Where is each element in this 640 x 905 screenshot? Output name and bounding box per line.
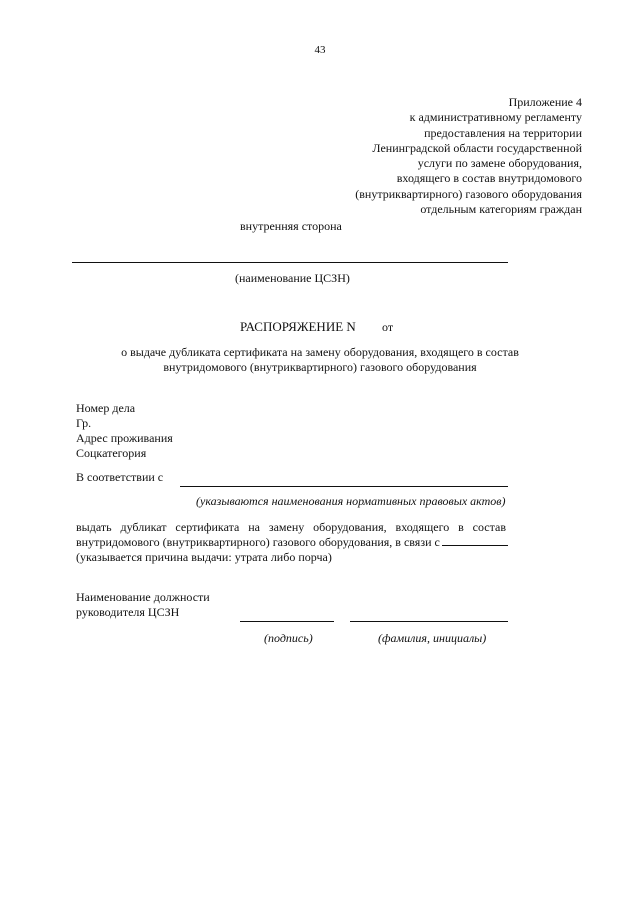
reason-blank <box>442 535 508 546</box>
order-title: РАСПОРЯЖЕНИЕ N <box>240 319 356 334</box>
subject-line: внутридомового (внутриквартирного) газового оборудования <box>163 360 477 374</box>
case-fields <box>76 401 173 461</box>
appendix-header <box>355 95 582 217</box>
name-initials-hint: (фамилия, инициалы) <box>378 631 487 645</box>
legal-acts-line <box>180 486 508 487</box>
appendix-line: входящего в состав внутридомового <box>396 171 582 186</box>
position-line: руководителя ЦСЗН <box>76 605 180 619</box>
appendix-line: Ленинградской области государственной <box>372 140 582 155</box>
appendix-line: отдельным категориям граждан <box>420 202 582 217</box>
inner-side-label: внутренняя сторона <box>240 219 342 233</box>
signature-hint: (подпись) <box>264 631 313 645</box>
body-line-with-reason <box>76 535 506 550</box>
position-line: Наименование должности <box>76 590 210 604</box>
body-line: выдать дубликат сертификата на замену оборудования, входящего в состав <box>76 520 506 534</box>
field-social-category: Соцкатегория <box>76 446 147 460</box>
order-body <box>76 520 506 565</box>
field-citizen: Гр. <box>76 416 92 430</box>
appendix-line: предоставления на территории <box>424 125 582 140</box>
appendix-line: услуги по замене оборудования, <box>417 156 582 171</box>
head-position <box>76 590 210 620</box>
org-name-caption: (наименование ЦСЗН) <box>235 271 350 285</box>
field-address: Адрес проживания <box>76 431 173 445</box>
body-line: внутридомового (внутриквартирного) газового оборудования, в связи с <box>76 535 440 549</box>
field-case-number: Номер дела <box>76 401 136 415</box>
body-line: (указывается причина выдачи: утрата либо порча) <box>76 550 332 564</box>
page-number: 43 <box>314 44 326 56</box>
order-subject <box>0 345 640 375</box>
order-date-label: от <box>382 320 394 334</box>
appendix-line: Приложение 4 <box>508 95 582 109</box>
subject-line: о выдаче дубликата сертификата на замену оборудования, входящего в состав <box>121 345 519 359</box>
legal-acts-hint: (указываются наименования нормативных правовых актов) <box>196 494 506 508</box>
org-name-line <box>72 262 508 263</box>
appendix-line: к административному регламенту <box>409 110 582 125</box>
signature-line <box>240 621 334 622</box>
name-line <box>350 621 508 622</box>
accordance-label: В соответствии с <box>76 470 164 484</box>
appendix-line: (внутриквартирного) газового оборудования <box>355 186 582 201</box>
